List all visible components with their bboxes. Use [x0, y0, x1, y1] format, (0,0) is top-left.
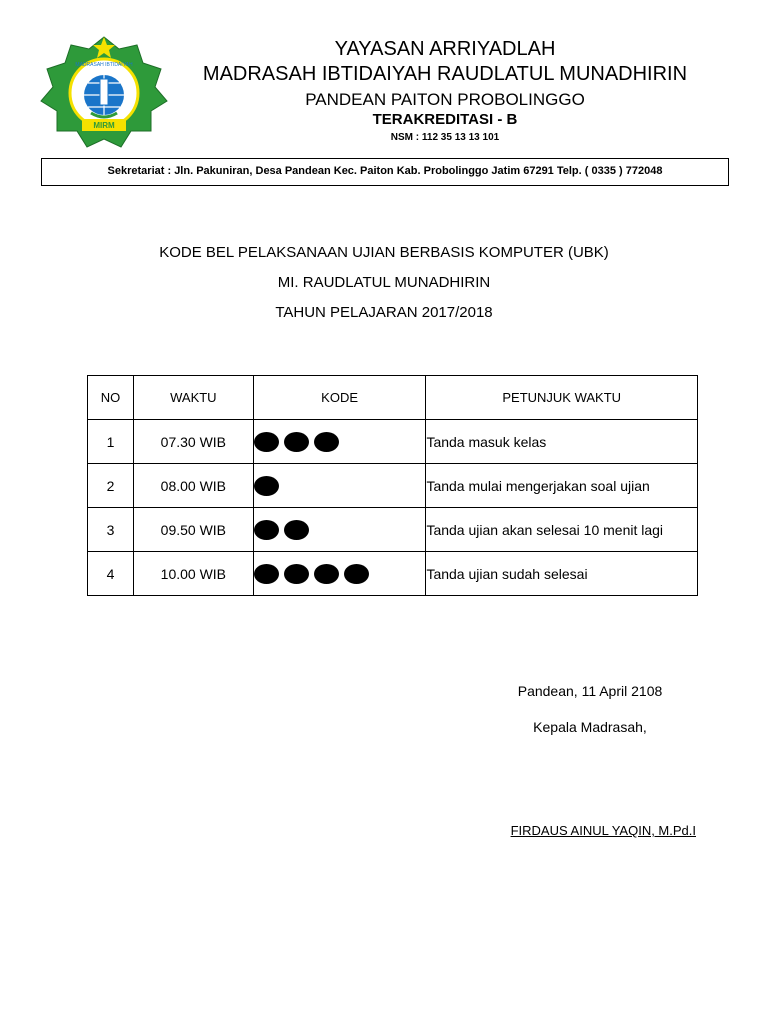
- document-title: KODE BEL PELAKSANAAN UJIAN BERBASIS KOMPUTER (UBK): [159, 244, 609, 261]
- row-no: 3: [88, 508, 134, 552]
- bell-dot-icon: [254, 432, 279, 452]
- bell-dot-icon: [254, 564, 279, 584]
- row-kode: [253, 552, 426, 596]
- table-header-row: [88, 376, 698, 420]
- logo-arc-text: MADRASAH IBTIDAIYAH: [75, 62, 133, 68]
- bell-dot-icon: [254, 476, 279, 496]
- logo-badge-text: MIRM: [93, 121, 115, 130]
- accreditation: TERAKREDITASI - B: [372, 111, 518, 128]
- bell-dot-icon: [314, 432, 339, 452]
- logo-tower-icon: [100, 79, 108, 105]
- bell-dot-icon: [284, 432, 309, 452]
- table-row: [88, 464, 698, 508]
- bell-dot-icon: [284, 520, 309, 540]
- row-waktu: 09.50 WIB: [133, 508, 253, 552]
- header-waktu: WAKTU: [133, 376, 253, 420]
- signatory-name: FIRDAUS AINUL YAQIN, M.Pd.I: [510, 823, 696, 838]
- signatory-role: Kepala Madrasah,: [533, 719, 647, 735]
- school-logo: [33, 33, 175, 151]
- row-no: 4: [88, 552, 134, 596]
- foundation-name: YAYASAN ARRIYADLAH: [334, 38, 556, 60]
- row-waktu: 10.00 WIB: [133, 552, 253, 596]
- document-subtitle: MI. RAUDLATUL MUNADHIRIN: [277, 274, 491, 291]
- row-petunjuk: Tanda ujian sudah selesai: [426, 552, 698, 596]
- school-location: PANDEAN PAITON PROBOLINGGO: [305, 90, 585, 109]
- header-no: NO: [88, 376, 134, 420]
- header-petunjuk: PETUNJUK WAKTU: [426, 376, 698, 420]
- row-kode: [253, 464, 426, 508]
- bell-dot-icon: [314, 564, 339, 584]
- row-petunjuk: Tanda ujian akan selesai 10 menit lagi: [426, 508, 698, 552]
- row-waktu: 08.00 WIB: [133, 464, 253, 508]
- bell-dot-icon: [254, 520, 279, 540]
- table-row: [88, 420, 698, 464]
- bell-schedule-table: [87, 375, 698, 596]
- place-date: Pandean, 11 April 2108: [517, 683, 663, 699]
- row-waktu: 07.30 WIB: [133, 420, 253, 464]
- academic-year: TAHUN PELAJARAN 2017/2018: [275, 304, 493, 321]
- row-petunjuk: Tanda mulai mengerjakan soal ujian: [426, 464, 698, 508]
- bell-dot-icon: [344, 564, 369, 584]
- table-row: [88, 552, 698, 596]
- row-no: 1: [88, 420, 134, 464]
- header-kode: KODE: [253, 376, 426, 420]
- row-no: 2: [88, 464, 134, 508]
- row-petunjuk: Tanda masuk kelas: [426, 420, 698, 464]
- row-kode: [253, 420, 426, 464]
- nsm-number: NSM : 112 35 13 13 101: [390, 132, 500, 143]
- address-box: Sekretariat : Jln. Pakuniran, Desa Pandean Kec. Paiton Kab. Probolinggo Jatim 67291 Telp. ( 0335 ) 772048: [41, 158, 729, 186]
- bell-dot-icon: [284, 564, 309, 584]
- row-kode: [253, 508, 426, 552]
- table-row: [88, 508, 698, 552]
- school-name: MADRASAH IBTIDAIYAH RAUDLATUL MUNADHIRIN: [202, 63, 688, 85]
